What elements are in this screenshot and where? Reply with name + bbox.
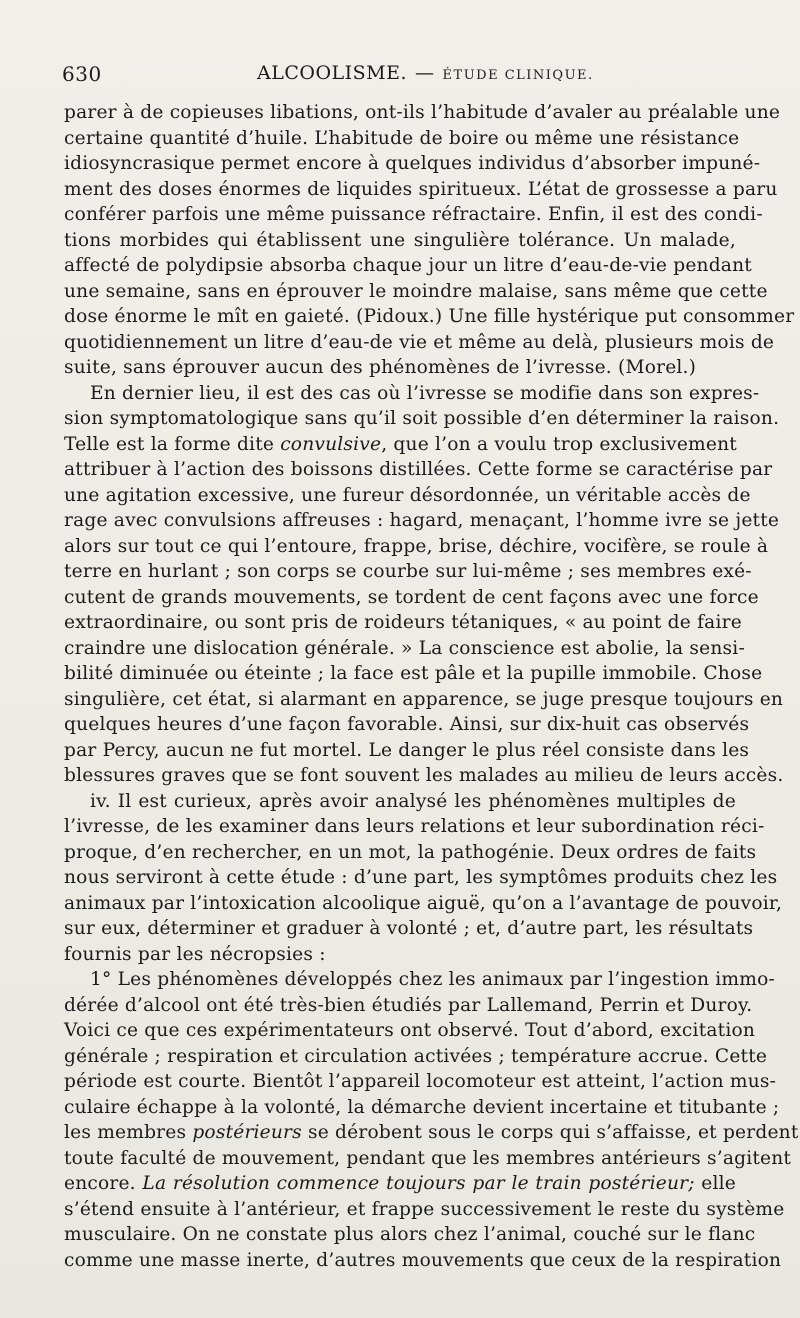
italic-text: La résolution commence toujours par le train postérieur; bbox=[142, 1173, 695, 1194]
text-line: dérée d’alcool ont été très-bien étudiés par Lallemand, Perrin et Duroy. bbox=[64, 994, 753, 1016]
text-line: animaux par l’intoxication alcoolique aiguë, qu’on a l’avantage de pouvoir, bbox=[64, 892, 783, 914]
text-line bbox=[64, 1120, 799, 1146]
text-line: tions morbides qui établissent une singulière tolérance. Un malade, bbox=[64, 229, 736, 251]
text-line: craindre une dislocation générale. » La conscience est abolie, la sensi- bbox=[64, 637, 745, 659]
running-head-title: ALCOOLISME. bbox=[257, 62, 408, 84]
text-line: attribuer à l’action des boissons distillées. Cette forme se caractérise par bbox=[64, 459, 773, 480]
text-line: une agitation excessive, une fureur désordonnée, un véritable accès de bbox=[64, 484, 751, 506]
text-line: bilité diminuée ou éteinte ; la face est pâle et la pupille immobile. Chose bbox=[64, 663, 763, 684]
text-line: sur eux, déterminer et graduer à volonté ; et, d’autre part, les résultats bbox=[64, 918, 754, 939]
text-line: toute faculté de mouvement, pendant que les membres antérieurs s’agitent bbox=[64, 1147, 792, 1169]
text-line: musculaire. On ne constate plus alors chez l’animal, couché sur le flanc bbox=[64, 1224, 756, 1245]
text-line: conférer parfois une même puissance réfractaire. Enfin, il est des condi- bbox=[64, 204, 763, 225]
text-segment: les membres bbox=[64, 1122, 193, 1143]
text-line: rage avec convulsions affreuses : hagard, menaçant, l’homme ivre se jette bbox=[64, 510, 780, 531]
running-head-subtitle: ÉTUDE CLINIQUE. bbox=[442, 68, 594, 83]
text-segment: encore. bbox=[64, 1173, 143, 1194]
running-head bbox=[257, 62, 594, 84]
text-line: générale ; respiration et circulation activées ; température accrue. Cette bbox=[64, 1045, 768, 1067]
body-text bbox=[64, 100, 799, 1273]
text-line: parer à de copieuses libations, ont-ils l’habitude d’avaler au préalable une bbox=[64, 102, 781, 123]
text-line bbox=[64, 432, 736, 458]
text-line: blessures graves que se font souvent les malades au milieu de leurs accès. bbox=[64, 765, 784, 786]
text-line: nous serviront à cette étude : d’une part, les symptômes produits chez les bbox=[64, 867, 778, 888]
italic-text: convulsive bbox=[280, 433, 382, 455]
text-line: fournis par les nécropsies : bbox=[64, 943, 326, 965]
italic-text: postérieurs bbox=[192, 1122, 302, 1143]
text-line: ment des doses énormes de liquides spiritueux. L’état de grossesse a paru bbox=[64, 178, 778, 200]
text-line: Voici ce que ces expérimentateurs ont observé. Tout d’abord, excitation bbox=[64, 1020, 756, 1041]
text-segment: , que l’on a voulu trop exclusivement bbox=[381, 433, 737, 455]
text-line: par Percy, aucun ne fut mortel. Le danger le plus réel consiste dans les bbox=[64, 739, 750, 761]
text-line: période est courte. Bientôt l’appareil locomoteur est atteint, l’action mus- bbox=[64, 1071, 777, 1092]
text-line: extraordinaire, ou sont pris de roideurs tétaniques, « au point de faire bbox=[64, 612, 742, 633]
text-line: culaire échappe à la volonté, la démarche devient incertaine et titubante ; bbox=[64, 1096, 780, 1118]
text-line: singulière, cet état, si alarmant en apparence, se juge presque toujours en bbox=[64, 688, 784, 710]
text-segment: Telle est la forme dite bbox=[64, 433, 281, 455]
text-line: quelques heures d’une façon favorable. Ainsi, sur dix-huit cas observés bbox=[64, 714, 750, 735]
text-line: En dernier lieu, il est des cas où l’ivresse se modifie dans son expres- bbox=[90, 382, 760, 404]
text-segment: elle bbox=[694, 1173, 737, 1194]
text-line: cutent de grands mouvements, se tordent de cent façons avec une force bbox=[64, 586, 759, 608]
text-line: sion symptomatologique sans qu’il soit possible d’en déterminer la raison. bbox=[64, 408, 780, 429]
page-number: 630 bbox=[62, 62, 102, 86]
text-line: s’étend ensuite à l’antérieur, et frappe successivement le reste du système bbox=[64, 1198, 785, 1220]
text-line: proque, d’en rechercher, en un mot, la pathogénie. Deux ordres de faits bbox=[64, 841, 757, 863]
text-line: iv. Il est curieux, après avoir analysé les phénomènes multiples de bbox=[90, 790, 736, 812]
page-header bbox=[62, 62, 738, 94]
text-segment: se dérobent sous le corps qui s’affaisse, et perdent bbox=[301, 1122, 799, 1143]
text-line: comme une masse inerte, d’autres mouvements que ceux de la respiration bbox=[64, 1249, 782, 1271]
text-line: une semaine, sans en éprouver le moindre malaise, sans même que cette bbox=[64, 280, 768, 302]
text-line: suite, sans éprouver aucun des phénomènes de l’ivresse. (Morel.) bbox=[64, 357, 697, 378]
text-line bbox=[64, 1171, 736, 1197]
text-line: idiosyncrasique permet encore à quelques individus d’absorber impuné- bbox=[64, 153, 761, 174]
text-line: certaine quantité d’huile. L’habitude de boire ou même une résistance bbox=[64, 127, 740, 149]
text-line: quotidiennement un litre d’eau-de vie et même au delà, plusieurs mois de bbox=[64, 331, 775, 353]
running-head-separator: — bbox=[415, 62, 435, 84]
text-line: affecté de polydipsie absorba chaque jour un litre d’eau-de-vie pendant bbox=[64, 255, 752, 276]
text-line: terre en hurlant ; son corps se courbe sur lui-même ; ses membres exé- bbox=[64, 561, 752, 582]
text-line: alors sur tout ce qui l’entoure, frappe, brise, déchire, vocifère, se roule à bbox=[64, 535, 769, 557]
text-line: 1° Les phénomènes développés chez les animaux par l’ingestion immo- bbox=[90, 969, 775, 990]
text-line: dose énorme le mît en gaieté. (Pidoux.) Une fille hystérique put consommer bbox=[64, 306, 795, 327]
text-line: l’ivresse, de les examiner dans leurs relations et leur subordination réci- bbox=[64, 816, 765, 837]
